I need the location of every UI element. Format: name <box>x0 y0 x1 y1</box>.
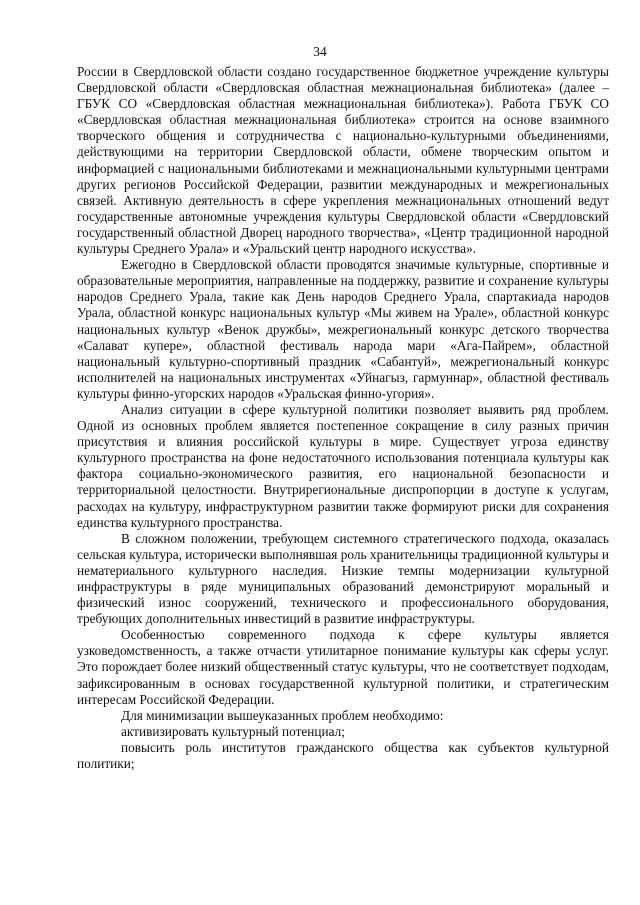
paragraph-5: Особенностью современного подхода к сфере культуры является узковедомственность, а также отчасти утилитарное понимание культуры как сферы услуг. Это порождает более низкий общественный статус культуры, что не соответствует подходам, зафиксированным в основах государственной культурной политики, и стратегическим интересам Российской Федерации. <box>77 627 609 707</box>
paragraph-8: повысить роль институтов гражданского общества как субъектов культурной политики; <box>77 739 609 772</box>
page-number: 34 <box>313 44 327 59</box>
paragraph-3: Анализ ситуации в сфере культурной политики позволяет выявить ряд проблем. Одной из основных проблем является постепенное сокращение в силу разных причин присутствия и влияния российской культуры в мире. Существует угроза единству культурного пространства на фоне недостаточного использования потенциала культуры как фактора социально-экономического развития, его национальной безопасности и территориальной целостности. Внутрирегиональные диспропорции в доступе к услугам, расходах на культуру, инфраструктурном развитии также формируют риски для сохранения единства культурного пространства. <box>77 401 609 530</box>
paragraph-7: активизировать культурный потенциал; <box>121 723 345 739</box>
paragraph-1: России в Свердловской области создано государственное бюджетное учреждение культуры Свердловской области «Свердловская областная межнациональная библиотека» (далее – ГБУК СО «Свердловская областная межнациональная библиотека»). Работа ГБУК СО «Свердловская областная межнациональная библиотека» строится на основе взаимного творческого общения и сотрудничества с национально-культурными объединениями, действующими на территории Свердловской области, обмене творческим опытом и информацией с национальными библиотеками и межнациональными культурными центрами других регионов Российской Федерации, развитии международных и межрегиональных связей. Активную деятельность в сфере укрепления межнациональных отношений ведут государственные автономные учреждения культуры Свердловской области «Свердловский государственный областной Дворец народного творчества», «Центр традиционной народной культуры Среднего Урала» и «Уральский центр народного искусства». <box>77 64 609 257</box>
paragraph-4: В сложном положении, требующем системного стратегического подхода, оказалась сельская культура, исторически выполнявшая роль хранительницы традиционной культуры и нематериального культурного наследия. Низкие темпы модернизации культурной инфраструктуры в ряде муниципальных образований демонстрируют моральный и физический износ сооружений, технического и профессионального оборудования, требующих дополнительных инвестиций в развитие инфраструктуры. <box>77 530 609 627</box>
paragraph-2: Ежегодно в Свердловской области проводятся значимые культурные, спортивные и образовательные мероприятия, направленные на поддержку, развитие и сохранение культуры народов Среднего Урала, такие как День народов Среднего Урала, спартакиада народов Урала, областной конкурс национальных культур «Мы живем на Урале», областной конкурс национальных культур «Венок дружбы», межрегиональный конкурс детского творчества «Салават купере», областной фестиваль народа мари «Ага-Пайрем», областной национальный культурно-спортивный праздник «Сабантуй», межрегиональный конкурс исполнителей на национальных инструментах «Уйнагыз, гармуннар», областной фестиваль культуры финно-угорских народов «Уральская финно-угория». <box>77 257 609 401</box>
paragraph-6: Для минимизации вышеуказанных проблем необходимо: <box>121 707 444 723</box>
document-body <box>77 64 609 772</box>
